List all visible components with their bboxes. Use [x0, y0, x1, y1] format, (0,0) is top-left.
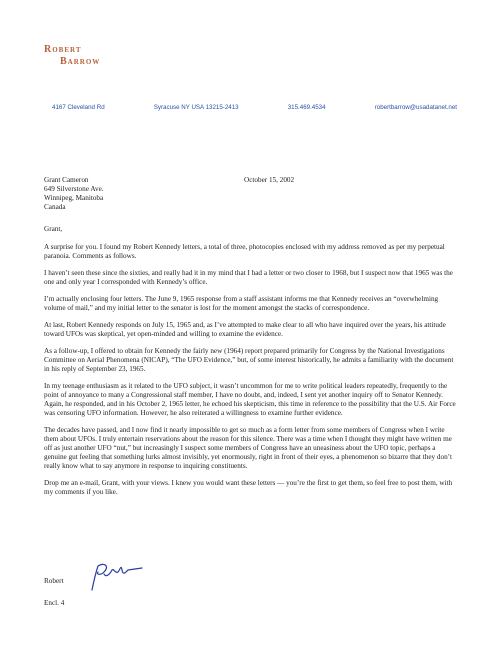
paragraph: A surprise for you. I found my Robert Kennedy letters, a total of three, photocopies enclosed with my address removed as per my perpetual paranoia. Comments as follows. [44, 243, 445, 260]
recipient-name: Grant Cameron [44, 176, 89, 184]
contact-address: 4167 Cleveland Rd [52, 104, 105, 111]
paragraph: As a follow-up, I offered to obtain for Kennedy the fairly new (1964) report prepared primarily for Congress by the National Investigations Committee on Aerial Phenomena (NICAP), “The UFO Evidence,” but, of some interest historically, he admits a familiarity with the document in his reply of September 23, 1965. [44, 347, 454, 373]
recipient-country: Canada [44, 203, 66, 211]
letter-date: October 15, 2002 [244, 176, 295, 184]
paragraph: At last, Robert Kennedy responds on July 15, 1965 and, as I’ve attempted to make clear to all who have inquired over the years, his attitude toward UFOs was skeptical, yet open-minded and willing to examine the evidence. [44, 321, 446, 338]
closing-name: Robert [44, 577, 64, 585]
recipient-address [44, 176, 104, 212]
letterhead [44, 44, 100, 67]
paragraph: I’m actually enclosing four letters. The June 9, 1965 response from a staff assistant informs me that Kennedy receives an “overwhelming volume of mail,” and my initial letter to the senator is lost for the moment amongst the stacks of correspondence. [44, 295, 439, 312]
paragraph: The decades have passed, and I now find it nearly impossible to get so much as a form letter from some members of Congress when I write them about UFOs. I truly entertain reservations about the reason for this silence. There was a time when I thought they might have written me off as just another UFO “nut,” but increasingly I suspect some members of Congress have an uneasiness about the UFO topic, perhaps a genuine gut feeling that something lurks almost invisibly, yet enormously, right in front of their eyes, a phenomenon so bizarre that they don’t really know what to say anymore in response to inquiring constituents. [44, 426, 452, 470]
paragraph: Drop me an e-mail, Grant, with your views. I knew you would want these letters — you’re the first to get them, so feel free to post them, with my comments if you like. [44, 479, 453, 496]
letter-body [44, 225, 460, 505]
contact-city: Syracuse NY USA 13215-2413 [153, 104, 239, 111]
paragraph: I haven’t seen these since the sixties, and really had it in my mind that I had a letter or two closer to 1968, but I suspect now that 1965 was the one and only year I corresponded with Kennedy’s office. [44, 269, 453, 286]
enclosure-note: Encl. 4 [44, 599, 65, 607]
handwritten-signature [84, 560, 144, 600]
contact-phone: 315.469.4534 [287, 104, 326, 111]
letterhead-last-name: Barrow [60, 56, 101, 67]
letterhead-first-name: Robert [44, 44, 82, 55]
paragraph: In my teenage enthusiasm as it related to the UFO subject, it wasn’t uncommon for me to write political leaders repeatedly, frequently to the point of annoyance to many a Congressional staff member, I have no doubt, and, indeed, I sent yet another inquiry off to Senator Kennedy. Again, he responded, and in his October 2, 1965 letter, he echoed his skepticism, this time in reference to the possibility that the U.S. Air Force was censoring UFO information. However, he also reiterated a willingness to examine further evidence. [44, 382, 456, 417]
contact-line [52, 104, 457, 111]
salutation: Grant, [44, 225, 63, 233]
recipient-street: 649 Silverstone Ave. [44, 185, 104, 193]
contact-email: robertbarrow@usadatanet.net [374, 104, 457, 111]
recipient-city: Winnipeg, Manitoba [44, 194, 104, 202]
